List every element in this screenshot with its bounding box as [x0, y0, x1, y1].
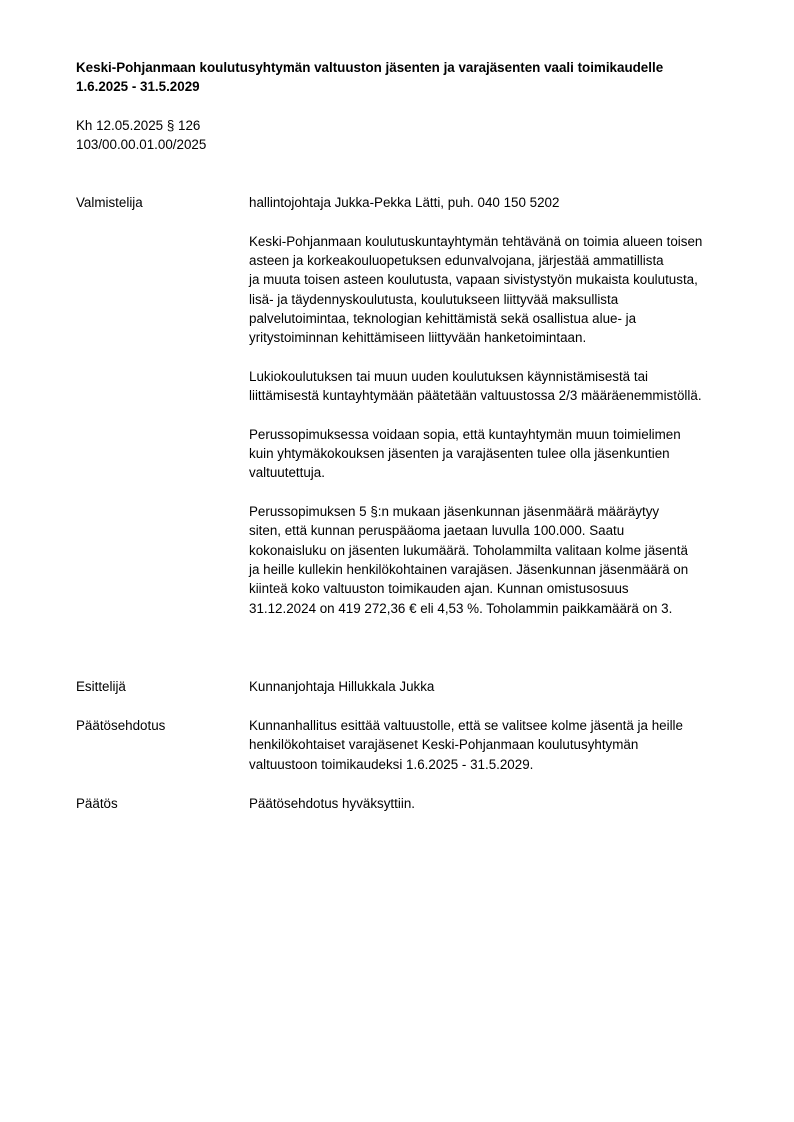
- proposal-line: Kunnanhallitus esittää valtuustolle, että se valitsee kolme jäsentä ja heille: [249, 718, 683, 733]
- paragraph-line: kokonaisluku on jäsenten lukumäärä. Toholammilta valitaan kolme jäsentä: [249, 542, 688, 558]
- meeting-date-section: Kh 12.05.2025 § 126: [76, 118, 201, 133]
- preparer-text: hallintojohtaja Jukka-Pekka Lätti, puh. 040 150 5202: [249, 195, 560, 210]
- paragraph-line: Perussopimuksen 5 §:n mukaan jäsenkunnan jäsenmäärä määräytyy: [249, 504, 660, 520]
- paragraph-line: liittämisestä kuntayhtymään päätetään valtuustossa 2/3 määräenemmistöllä.: [249, 388, 702, 404]
- proposal-line: valtuustoon toimikaudeksi 1.6.2025 - 31.5.2029.: [249, 756, 534, 772]
- decision-text: Päätösehdotus hyväksyttiin.: [249, 796, 415, 811]
- paatos-body: [249, 794, 751, 813]
- paragraph-tasks: [249, 232, 751, 348]
- paragraph-upper-secondary: [249, 367, 751, 406]
- esittelija-body: [249, 677, 751, 696]
- paragraph-line: palvelutoimintaa, teknologian kehittämistä sekä osallistua alue- ja: [249, 310, 637, 326]
- paragraph-line: yritystoiminnan kehittämiseen liittyvään hanketoimintaan.: [249, 330, 587, 346]
- title-line-2: 1.6.2025 - 31.5.2029: [76, 79, 200, 94]
- paragraph-line: kuin yhtymäkokouksen jäsenten ja varajäsenten tulee olla jäsenkuntien: [249, 446, 670, 462]
- paatosehdotus-body: [249, 716, 751, 774]
- paragraph-line: Keski-Pohjanmaan koulutuskuntayhtymän tehtävänä on toimia alueen toisen: [249, 233, 703, 249]
- paragraph-line: siten, että kunnan peruspääoma jaetaan luvulla 100.000. Saatu: [249, 523, 625, 539]
- paragraph-line: asteen ja korkeakouluopetuksen edunvalvojana, järjestää ammatillista: [249, 252, 664, 268]
- paragraph-line: kiinteä koko valtuuston toimikauden ajan. Kunnan omistusosuus: [249, 581, 629, 597]
- paragraph-line: ja heille kullekin henkilökohtainen varajäsen. Jäsenkunnan jäsenmäärä on: [249, 562, 689, 578]
- case-number: 103/00.00.01.00/2025: [76, 137, 207, 153]
- paragraph-member-count: [249, 502, 751, 618]
- document-title: [76, 58, 756, 96]
- preparer-line: [249, 193, 751, 212]
- title-line-1: Keski-Pohjanmaan koulutusyhtymän valtuuston jäsenten ja varajäsenten vaali toimikaudelle: [76, 60, 664, 75]
- paragraph-line: valtuutettuja.: [249, 465, 325, 481]
- paragraph-line: ja muuta toisen asteen koulutusta, vapaan sivistystyön mukaista koulutusta,: [249, 272, 698, 288]
- paragraph-line: lisä- ja täydennyskoulutusta, koulutukseen liittyvää maksullista: [249, 291, 619, 307]
- valmistelija-body: [249, 193, 751, 637]
- paatos-label: Päätös: [76, 796, 118, 811]
- paatosehdotus-label: Päätösehdotus: [76, 718, 166, 733]
- meeting-reference: [76, 116, 476, 155]
- paragraph-line: Perussopimuksessa voidaan sopia, että kuntayhtymän muun toimielimen: [249, 426, 681, 442]
- valmistelija-label: Valmistelija: [76, 195, 143, 210]
- paragraph-line: Lukiokoulutuksen tai muun uuden koulutuksen käynnistämisestä tai: [249, 368, 648, 384]
- paragraph-line: 31.12.2024 on 419 272,36 € eli 4,53 %. Toholammin paikkamäärä on 3.: [249, 600, 673, 616]
- paragraph-agreement: [249, 425, 751, 483]
- presenter-text: Kunnanjohtaja Hillukkala Jukka: [249, 679, 435, 694]
- proposal-line: henkilökohtaiset varajäsenet Keski-Pohjanmaan koulutusyhtymän: [249, 737, 639, 753]
- esittelija-label: Esittelijä: [76, 679, 126, 694]
